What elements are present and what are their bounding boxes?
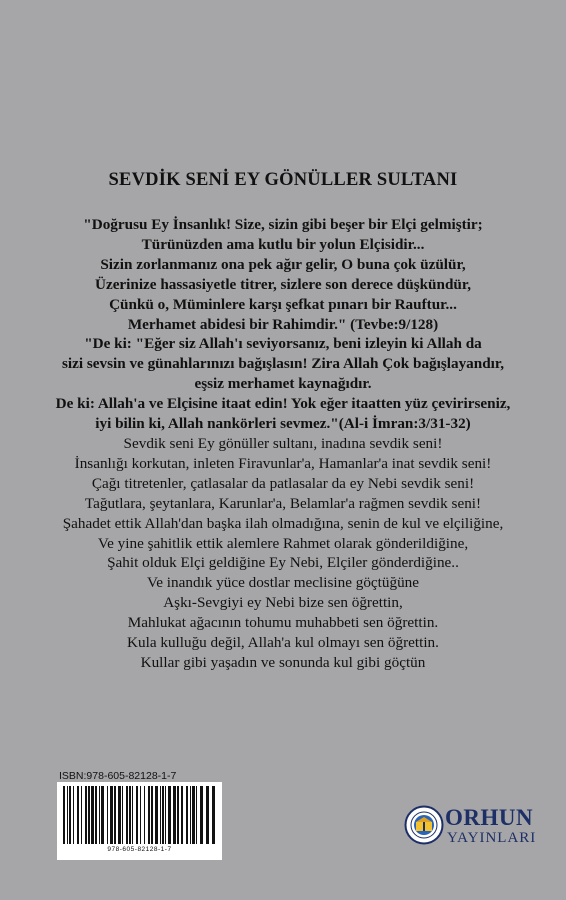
- text-line: eşsiz merhamet kaynağıdır.: [194, 375, 372, 393]
- barcode-bar: [168, 786, 171, 844]
- text-line: Kula kulluğu değil, Allah'a kul olmayı sen öğrettin.: [127, 634, 439, 652]
- barcode-bar: [148, 786, 150, 844]
- barcode-bar: [101, 786, 104, 844]
- barcode-bar: [190, 786, 191, 844]
- cover-text-block: [0, 215, 566, 673]
- barcode-bar: [88, 786, 90, 844]
- text-line: İnsanlığı korkutan, inleten Firavunlar'a, Hamanlar'a inat sevdik seni!: [74, 454, 492, 472]
- publisher-logo: [402, 803, 537, 853]
- barcode-bar: [129, 786, 131, 844]
- barcode-bar: [107, 786, 108, 844]
- isbn-barcode: [57, 782, 222, 860]
- barcode-bar: [151, 786, 153, 844]
- barcode-bar: [181, 786, 183, 844]
- barcode-bar: [206, 786, 209, 844]
- barcode-bar: [177, 786, 179, 844]
- barcode-bar: [122, 786, 123, 844]
- barcode-bar: [160, 786, 161, 844]
- cover-title: SEVDİK SENİ EY GÖNÜLLER SULTANI: [108, 170, 458, 190]
- text-line: Üzerinize hassasiyetle titrer, sizlere son derece düşkündür,: [94, 275, 471, 293]
- barcode-bar: [173, 786, 176, 844]
- publisher-name: ORHUN: [445, 805, 534, 830]
- text-line: Türünüzden ama kutlu bir yolun Elçisidir...: [141, 235, 425, 253]
- barcode-bar: [63, 786, 65, 844]
- barcode-bar: [140, 786, 141, 844]
- text-line: Aşkı-Sevgiyi ey Nebi bize sen öğrettin,: [163, 594, 403, 612]
- barcode-bar: [67, 786, 68, 844]
- barcode-bar: [77, 786, 79, 844]
- barcode-bar: [118, 786, 121, 844]
- text-line: Sizin zorlanmanız ona pek ağır gelir, O buna çok üzülür,: [100, 255, 466, 273]
- text-line: sizi sevsin ve günahlarınızı bağışlasın! Zira Allah Çok bağışlayandır,: [61, 355, 505, 373]
- text-line: "Doğrusu Ey İnsanlık! Size, sizin gibi beşer bir Elçi gelmiştir;: [83, 216, 483, 233]
- text-line: Merhamet abidesi bir Rahimdir." (Tevbe:9/128): [127, 315, 439, 333]
- barcode-bar: [73, 786, 74, 844]
- text-line: Çünkü o, Müminlere karşı şefkat pınarı bir Rauftur...: [109, 295, 457, 313]
- text-line: Sevdik seni Ey gönüller sultanı, inadına sevdik seni!: [123, 434, 443, 452]
- barcode-bar: [95, 786, 97, 844]
- barcode-bar: [192, 786, 195, 844]
- barcode-bar: [165, 786, 166, 844]
- text-line: iyi bilin ki, Allah nankörleri sevmez."(Al-i İmran:3/31-32): [95, 415, 471, 433]
- publisher-subname: YAYINLARI: [447, 830, 537, 846]
- barcode-bar: [212, 786, 215, 844]
- text-line: Kullar gibi yaşadın ve sonunda kul gibi göçtün: [140, 653, 426, 671]
- barcode-bar: [200, 786, 203, 844]
- barcode-bar: [99, 786, 100, 844]
- barcode-bar: [144, 786, 145, 844]
- barcode-bar: [132, 786, 133, 844]
- publisher-emblem-icon: [404, 805, 444, 845]
- barcode-bar: [155, 786, 158, 844]
- barcode-number: 978-605-82128-1-7: [107, 846, 172, 853]
- barcode-bar: [126, 786, 128, 844]
- barcode-bar: [196, 786, 197, 844]
- barcode-bar: [85, 786, 87, 844]
- barcode-bars: [61, 786, 218, 846]
- barcode-bar: [110, 786, 113, 844]
- barcode-bar: [69, 786, 71, 844]
- barcode-bar: [91, 786, 94, 844]
- text-line: Şahit olduk Elçi geldiğine Ey Nebi, Elçiler gönderdiğine..: [107, 554, 459, 572]
- text-line: Tağutlara, şeytanlara, Karunlar'a, Belamlar'a rağmen sevdik seni!: [84, 494, 482, 512]
- isbn-label: ISBN:978-605-82128-1-7: [59, 770, 177, 782]
- barcode-bar: [114, 786, 116, 844]
- text-line: Çağı titretenler, çatlasalar da patlasalar da ey Nebi sevdik seni!: [91, 474, 475, 492]
- barcode-bar: [81, 786, 82, 844]
- text-line: Ve inandık yüce dostlar meclisine göçtüğüne: [146, 574, 420, 592]
- barcode-bar: [162, 786, 164, 844]
- text-line: Ve yine şahitlik ettik alemlere Rahmet olarak gönderildiğine,: [97, 534, 469, 552]
- text-line: Şahadet ettik Allah'dan başka ilah olmadığına, senin de kul ve elçiliğine,: [62, 514, 504, 532]
- text-line: "De ki: "Eğer siz Allah'ı seviyorsanız, beni izleyin ki Allah da: [84, 335, 482, 353]
- barcode-bar: [136, 786, 138, 844]
- text-line: Mahlukat ağacının tohumu muhabbeti sen öğrettin.: [127, 614, 439, 632]
- text-line: De ki: Allah'a ve Elçisine itaat edin! Yok eğer itaatten yüz çevirirseniz,: [55, 395, 511, 413]
- barcode-bar: [186, 786, 188, 844]
